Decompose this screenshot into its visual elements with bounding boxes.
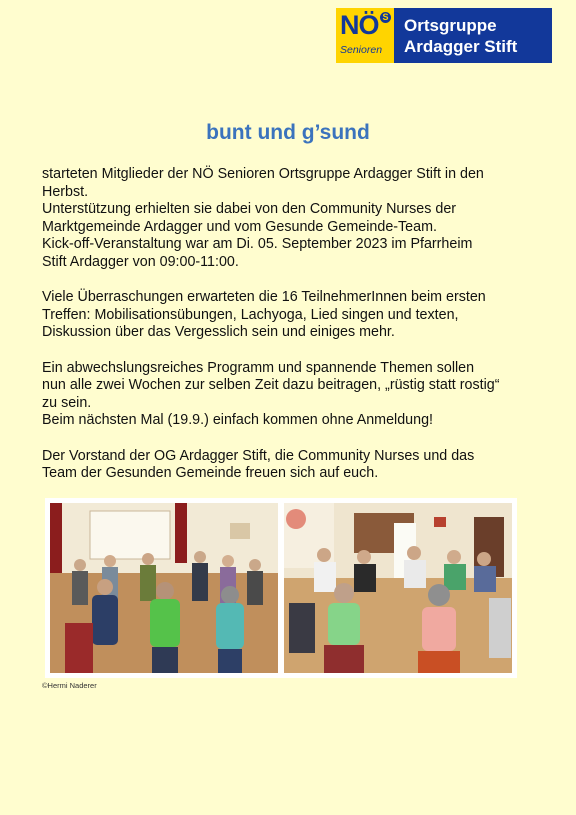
paragraph-1 bbox=[42, 166, 542, 272]
text-line: Treffen: Mobilisationsübungen, Lachyoga, Lied singen und texten, bbox=[42, 306, 459, 323]
text-line: Beim nächsten Mal (19.9.) einfach kommen ohne Anmeldung! bbox=[42, 412, 434, 429]
photo-exercise-circle bbox=[50, 503, 278, 673]
logo-badge-sub: Senioren bbox=[340, 44, 383, 56]
text-line: nun alle zwei Wochen zur selben Zeit dazu beitragen, „rüstig statt rostig“ bbox=[42, 377, 500, 394]
logo bbox=[336, 8, 552, 63]
text-line: Stift Ardagger von 09:00-11:00. bbox=[42, 253, 239, 270]
photo-seated-group bbox=[284, 503, 512, 673]
text-line: Der Vorstand der OG Ardagger Stift, die Community Nurses und das bbox=[42, 447, 475, 464]
logo-line-1: Ortsgruppe bbox=[404, 16, 497, 35]
photo-credit: ©Hermi Naderer bbox=[42, 681, 97, 690]
text-line: zu sein. bbox=[42, 394, 92, 411]
article-body bbox=[42, 166, 542, 500]
text-line: Diskussion über das Vergesslich sein und einiges mehr. bbox=[42, 324, 395, 341]
text-line: Kick-off-Veranstaltung war am Di. 05. September 2023 im Pfarrheim bbox=[42, 236, 473, 253]
photo-strip bbox=[45, 498, 517, 678]
text-line: Marktgemeinde Ardagger und vom Gesunde Gemeinde-Team. bbox=[42, 218, 437, 235]
text-line: Team der Gesunden Gemeinde freuen sich auf euch. bbox=[42, 465, 379, 482]
paragraph-4 bbox=[42, 448, 542, 483]
text-line: Herbst. bbox=[42, 183, 89, 200]
text-line: Viele Überraschungen erwarteten die 16 TeilnehmerInnen beim ersten bbox=[42, 289, 486, 306]
page-title: bunt und g’sund bbox=[206, 121, 370, 144]
paragraph-2 bbox=[42, 289, 542, 342]
text-line: Ein abwechslungsreiches Programm und spannende Themen sollen bbox=[42, 359, 475, 376]
logo-text bbox=[394, 8, 517, 63]
logo-line-2: Ardagger Stift bbox=[404, 37, 518, 56]
logo-badge-main: NÖ bbox=[340, 10, 379, 40]
paragraph-3 bbox=[42, 360, 542, 430]
text-line: starteten Mitglieder der NÖ Senioren Ortsgruppe Ardagger Stift in den bbox=[42, 166, 484, 182]
logo-badge bbox=[336, 8, 394, 63]
logo-badge-s: S bbox=[380, 12, 391, 23]
text-line: Unterstützung erhielten sie dabei von den Community Nurses der bbox=[42, 201, 457, 218]
